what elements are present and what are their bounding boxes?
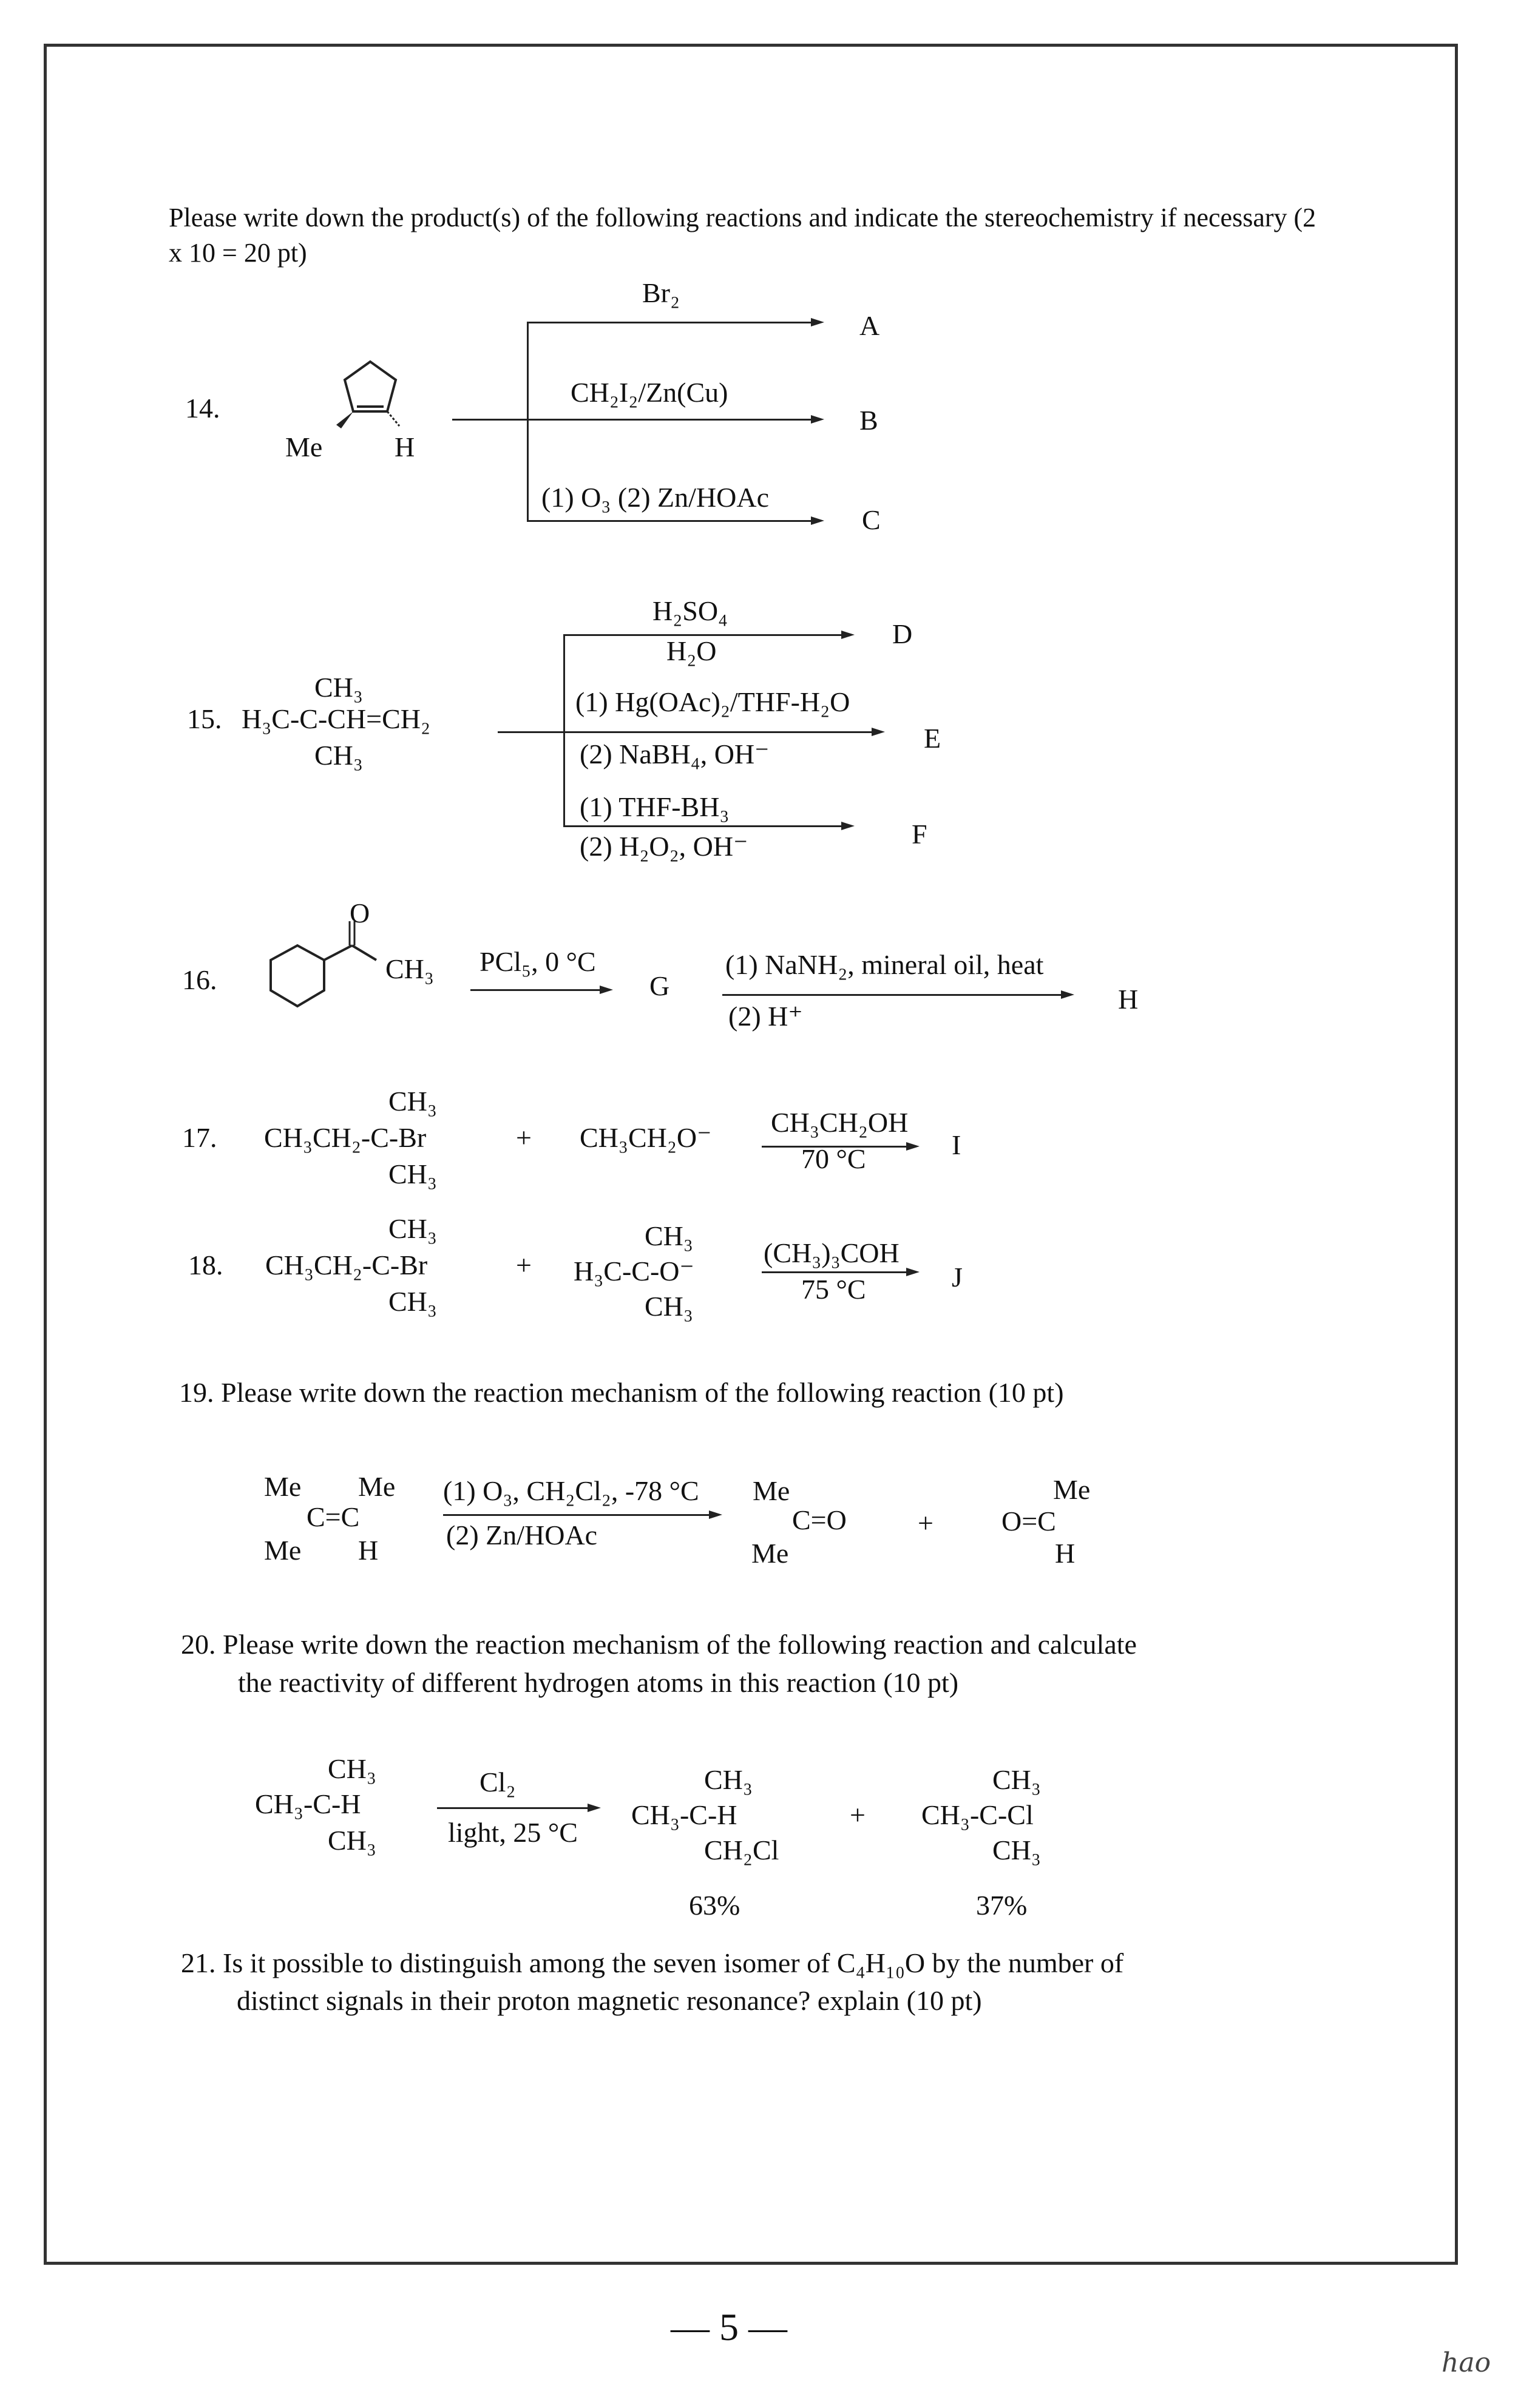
q17-number: 17. [182, 1122, 217, 1153]
q15-substituent-top: CH₃ [314, 672, 363, 703]
q17-nucleophile: CH₃CH₂O⁻ [580, 1122, 712, 1153]
q20-product1-yield: 63% [689, 1890, 740, 1921]
q21-question-line1: 21. Is it possible to distinguish among the seven isomer of C₄H₁₀O by the number of [181, 1947, 1124, 1978]
q15-branch-line [563, 634, 565, 825]
q19-reactant-me-bl: Me [264, 1535, 302, 1566]
q14-h-label: H [395, 431, 415, 462]
q19-reactant-h-br: H [358, 1535, 379, 1566]
q20-product2-bottom: CH₃ [992, 1835, 1041, 1865]
q19-product1-me-bottom: Me [751, 1538, 789, 1569]
q14-arrow-b [527, 419, 812, 421]
q18-nucleophile-top: CH₃ [645, 1220, 693, 1251]
q19-product1-carbonyl: C=O [792, 1504, 847, 1535]
q19-reactant-me-tl: Me [264, 1471, 302, 1502]
q20-product2-main: CH₃-C-Cl [921, 1799, 1034, 1830]
instructions: Please write down the product(s) of the following reactions and indicate the stereochemistry if necessary (2 x 10 = 20 pt) [169, 203, 1316, 268]
q18-substituent-top: CH₃ [388, 1213, 437, 1244]
q20-product2-yield: 37% [976, 1890, 1028, 1921]
q17-condition-bottom: 70 °C [801, 1143, 866, 1174]
cyclohexyl-methyl-ketone-structure [261, 916, 395, 1026]
q16-product-g: G [649, 970, 670, 1001]
q15-arrow-e [563, 731, 873, 733]
q14-product-a: A [859, 310, 880, 341]
q19-product1-me-top: Me [753, 1475, 790, 1506]
q20-arrow [437, 1807, 589, 1809]
q16-arrow-g [470, 989, 601, 991]
q20-product2-top: CH₃ [992, 1764, 1041, 1795]
q20-reactant-bottom: CH₃ [328, 1825, 376, 1856]
q16-arrow-h [722, 994, 1062, 996]
q17-substituent-top: CH₃ [388, 1086, 437, 1117]
q17-substituent-bottom: CH₃ [388, 1158, 437, 1189]
q20-product1-main: CH₃-C-H [631, 1799, 737, 1830]
q18-nucleophile-main: H₃C-C-O⁻ [574, 1256, 694, 1287]
q15-reagent-e-top: (1) Hg(OAc)₂/THF-H₂O [575, 686, 850, 717]
q19-reactant-alkene: C=C [307, 1501, 360, 1532]
q21-question-line2: distinct signals in their proton magnetic resonance? explain (10 pt) [237, 1985, 982, 2016]
q18-arrow [762, 1271, 907, 1273]
q17-product: I [952, 1129, 961, 1160]
q15-reagent-f-top: (1) THF-BH₃ [580, 791, 730, 822]
q15-product-f: F [912, 819, 927, 850]
q14-product-b: B [859, 405, 878, 436]
q20-question-line1: 20. Please write down the reaction mechanism of the following reaction and calculate [181, 1629, 1137, 1660]
q17-condition-top: CH₃CH₂OH [771, 1107, 909, 1138]
q19-product2-me-top: Me [1053, 1474, 1091, 1505]
q15-number: 15. [187, 703, 222, 734]
q20-condition-top: Cl₂ [479, 1767, 516, 1798]
q16-methyl: CH₃ [385, 953, 434, 984]
q20-reactant-main: CH₃-C-H [255, 1788, 361, 1819]
q16-reagent-h-bottom: (2) H⁺ [728, 1001, 803, 1032]
q19-arrow [443, 1514, 710, 1516]
q14-arrow-c [527, 520, 812, 522]
q19-reactant-me-tr: Me [358, 1471, 396, 1502]
q16-carbonyl-oxygen: O [350, 898, 370, 928]
methylcyclopentene-structure [328, 358, 413, 437]
q15-main-chain: H₃C-C-CH=CH₂ [242, 703, 431, 734]
q18-nucleophile-bottom: CH₃ [645, 1291, 693, 1322]
q16-number: 16. [182, 964, 217, 995]
q14-branch-line [527, 322, 529, 522]
q20-reactant-top: CH₃ [328, 1753, 376, 1784]
q19-plus: + [918, 1507, 934, 1538]
q14-number: 14. [185, 393, 220, 424]
q15-product-e: E [924, 723, 941, 754]
q20-product1-top: CH₃ [704, 1764, 753, 1795]
q20-product1-bottom: CH₂Cl [704, 1835, 779, 1865]
q15-arrow-f [563, 825, 842, 827]
q15-main-arrow [498, 731, 564, 733]
q14-arrow-a [527, 322, 812, 323]
q15-product-d: D [892, 618, 913, 649]
q17-plus: + [516, 1122, 532, 1153]
q14-main-arrow [452, 419, 528, 421]
q20-question-line2: the reactivity of different hydrogen atoms in this reaction (10 pt) [238, 1667, 959, 1698]
q19-product2-h-bottom: H [1055, 1538, 1076, 1569]
q15-reagent-d-top: H₂SO₄ [652, 595, 728, 626]
q19-condition-bottom: (2) Zn/HOAc [446, 1520, 598, 1551]
page-border [44, 44, 1458, 2265]
q14-me-label: Me [285, 431, 323, 462]
q18-substituent-bottom: CH₃ [388, 1286, 437, 1317]
q19-condition-top: (1) O₃, CH₂Cl₂, -78 °C [443, 1475, 699, 1506]
q14-reagent-c: (1) O₃ (2) Zn/HOAc [541, 482, 769, 513]
page-number: — 5 — [671, 2305, 787, 2349]
q15-reagent-e-bottom: (2) NaBH₄, OH⁻ [580, 739, 770, 769]
q14-reagent-a: Br₂ [642, 277, 680, 308]
q16-reagent-h-top: (1) NaNH₂, mineral oil, heat [725, 949, 1044, 980]
q18-product: J [952, 1262, 963, 1293]
q20-plus: + [850, 1799, 866, 1830]
q14-product-c: C [862, 504, 881, 535]
q18-plus: + [516, 1250, 532, 1280]
q14-reagent-b: CH₂I₂/Zn(Cu) [571, 377, 728, 408]
q16-product-h: H [1118, 984, 1139, 1015]
q16-reagent-g: PCl₅, 0 °C [479, 946, 596, 977]
handwritten-note: hao [1442, 2347, 1491, 2378]
q20-condition-bottom: light, 25 °C [448, 1817, 578, 1848]
q18-main-chain: CH₃CH₂-C-Br [265, 1250, 428, 1280]
q19-question: 19. Please write down the reaction mechanism of the following reaction (10 pt) [179, 1377, 1064, 1408]
q19-product2-carbonyl: O=C [1001, 1506, 1056, 1537]
q15-reagent-d-bottom: H₂O [666, 635, 717, 666]
q18-condition-top: (CH₃)₃COH [764, 1237, 900, 1268]
q15-reagent-f-bottom: (2) H₂O₂, OH⁻ [580, 831, 748, 862]
q18-number: 18. [188, 1250, 223, 1280]
q17-main-chain: CH₃CH₂-C-Br [264, 1122, 427, 1153]
q15-substituent-bottom: CH₃ [314, 740, 363, 771]
q18-condition-bottom: 75 °C [801, 1274, 866, 1305]
